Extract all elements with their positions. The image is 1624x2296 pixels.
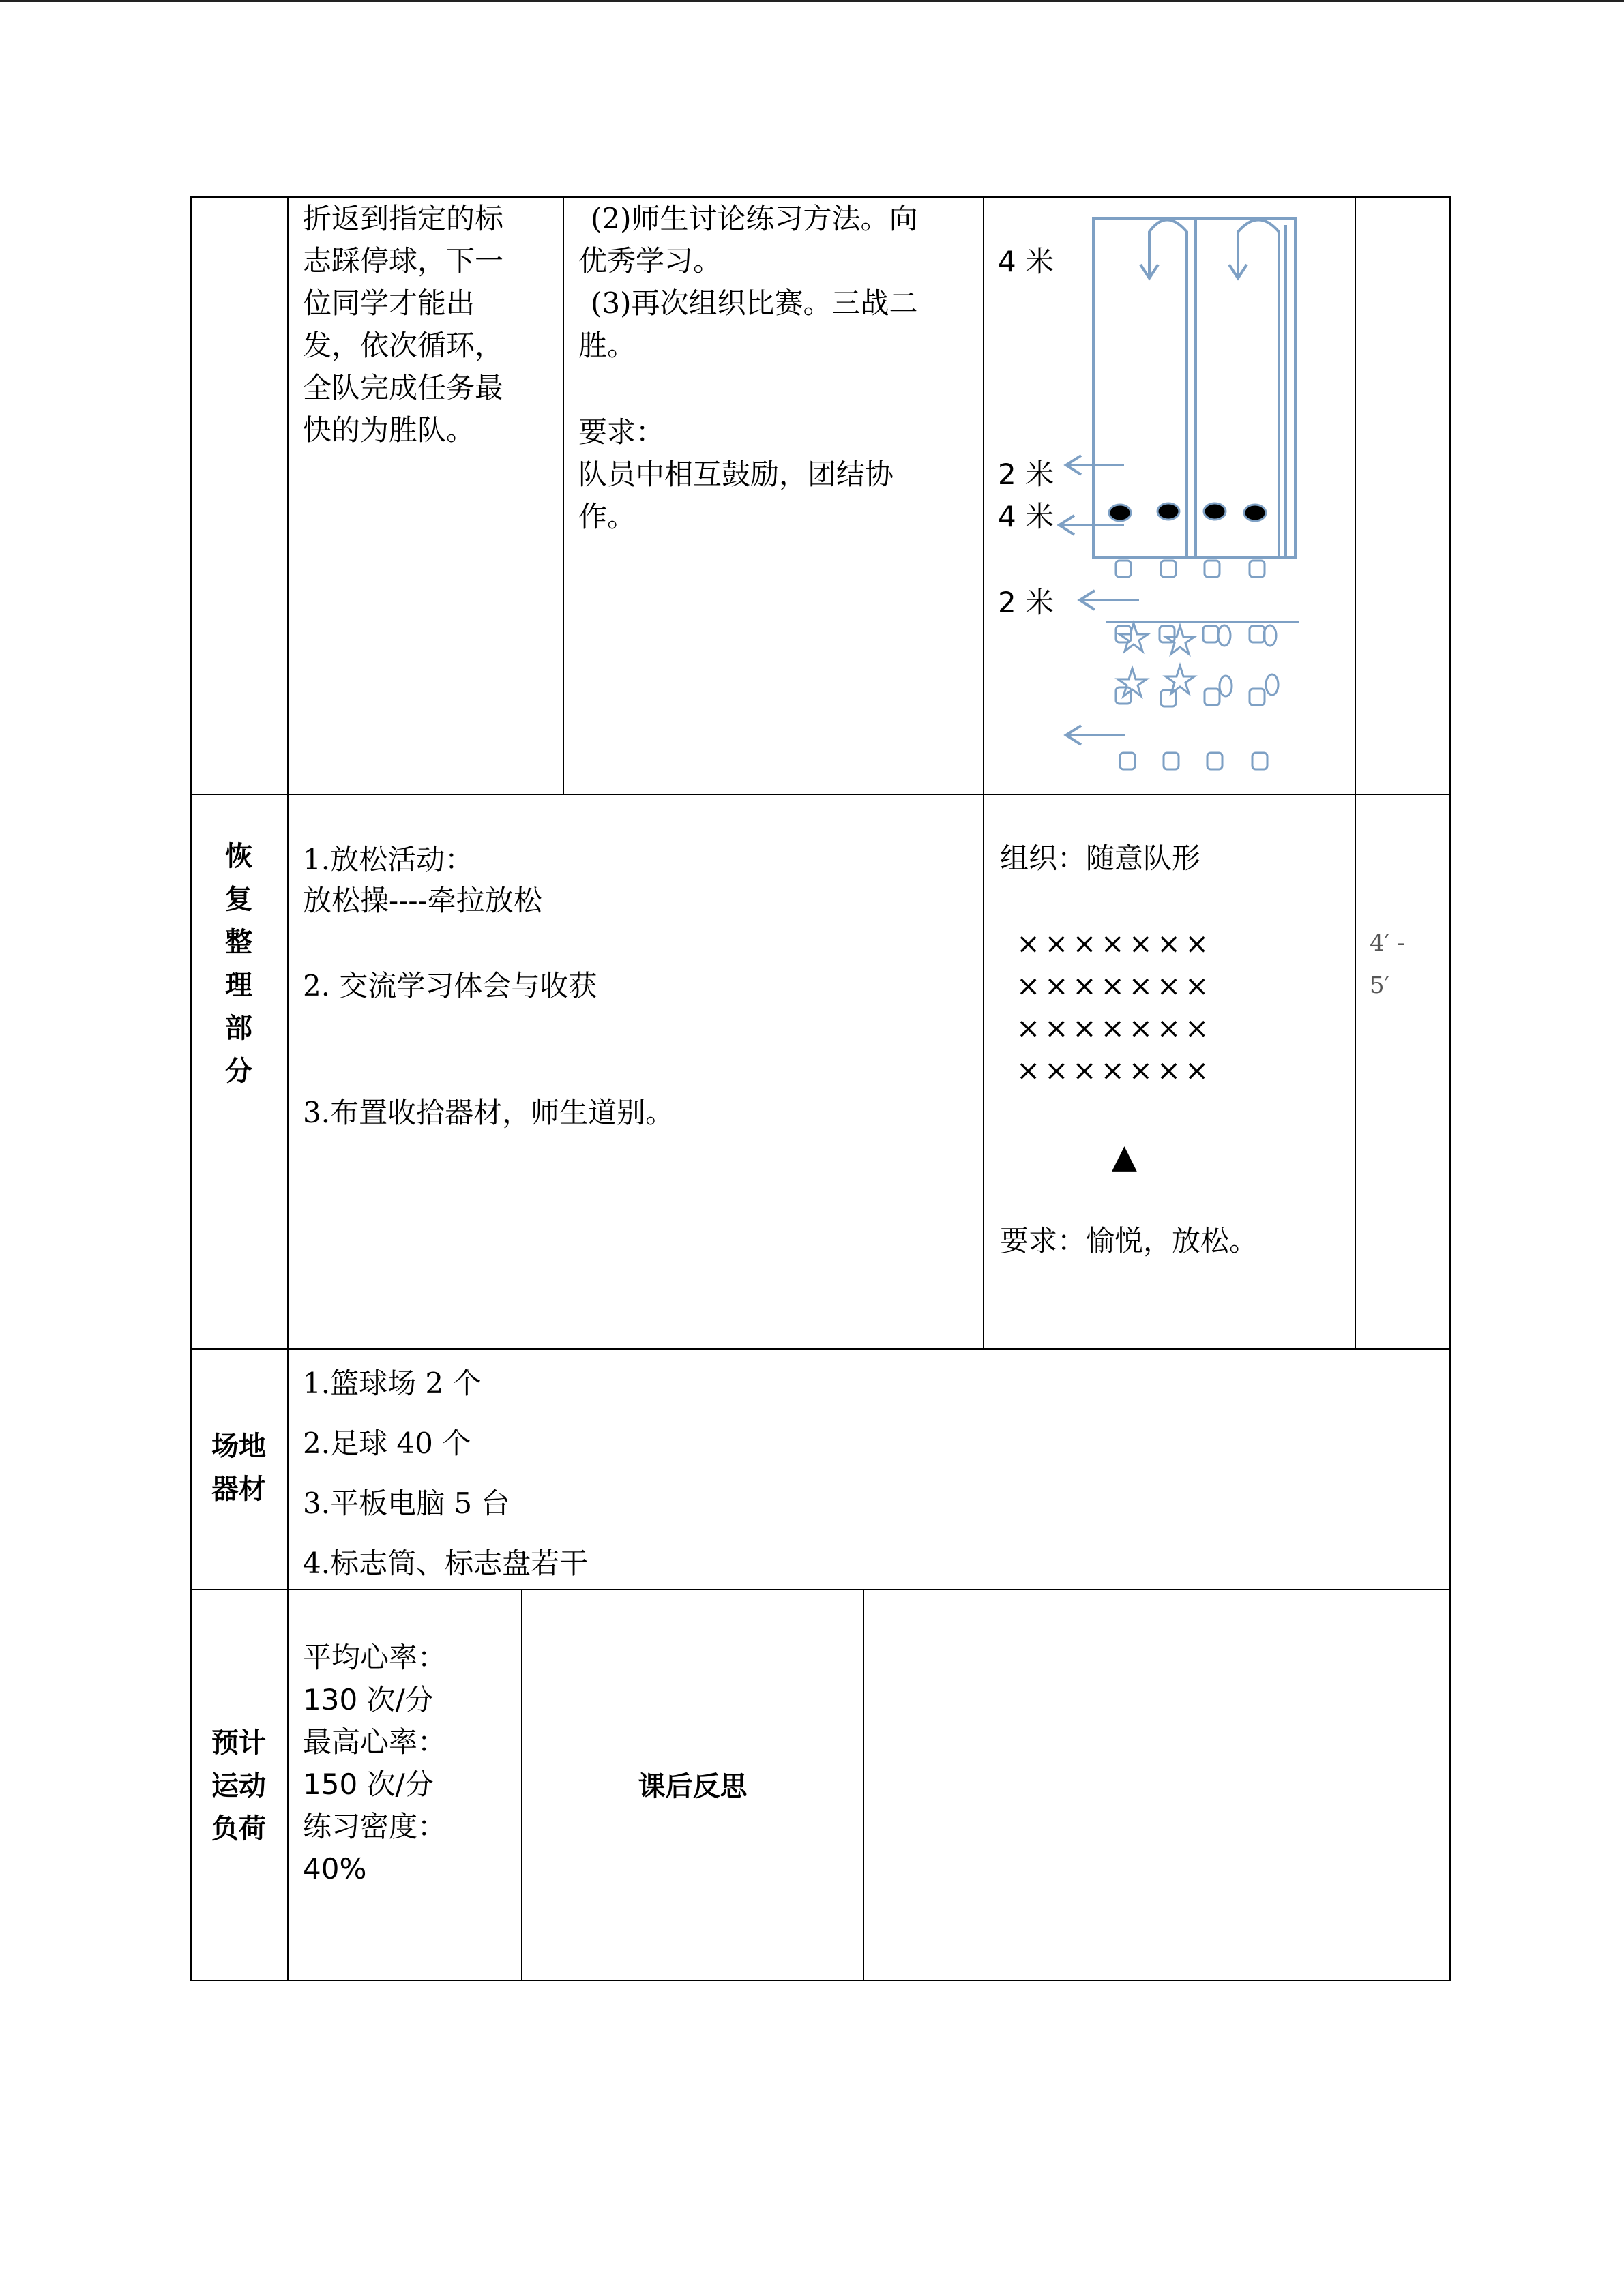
- ball-icon: [1204, 503, 1226, 520]
- metric-line: 最高心率：: [303, 1725, 447, 1759]
- content-line: 志踩停球，下一: [303, 244, 504, 278]
- section-line: 器材: [211, 1474, 266, 1505]
- ball-icon: [1109, 505, 1131, 521]
- metric-line: 40%: [303, 1852, 367, 1885]
- cone-icon: [1161, 561, 1176, 577]
- relax-activity-detail: 放松操----牵拉放松: [303, 884, 542, 917]
- equipment-item: 2.足球 40 个: [303, 1427, 471, 1460]
- ball-icon: [1157, 503, 1179, 520]
- equipment-item: 4.标志筒、标志盘若干: [303, 1547, 589, 1580]
- section-char: 分: [225, 1056, 252, 1087]
- requirement-line: 作。: [578, 500, 636, 533]
- teacher-triangle-icon: ▲: [1112, 1137, 1137, 1176]
- section-char: 整: [225, 927, 252, 958]
- requirement-label: 要求：: [578, 415, 665, 449]
- time-line: 5′: [1370, 972, 1390, 999]
- organization-text: 组织：随意队形: [1000, 841, 1201, 875]
- section-char: 部: [225, 1013, 252, 1044]
- metric-line: 150 次/分: [303, 1768, 434, 1801]
- student-oval-icon: [1218, 625, 1230, 646]
- method-line: (2)师生讨论练习方法。向: [591, 202, 918, 235]
- student-oval-icon: [1264, 625, 1276, 646]
- cone-icon: [1203, 626, 1218, 642]
- distance-label: 2 米: [998, 586, 1054, 619]
- requirement-line: 队员中相互鼓励，团结协: [578, 458, 894, 491]
- distance-label: 4 米: [998, 500, 1054, 533]
- section-line: 负荷: [211, 1813, 266, 1845]
- formation-row: ×××××××: [1016, 1011, 1213, 1045]
- method-line: (3)再次组织比赛。三战二: [591, 286, 918, 320]
- content-line: 发，依次循环，: [303, 329, 504, 362]
- section-line: 场地: [211, 1431, 266, 1462]
- cone-icon: [1164, 753, 1179, 769]
- section-char: 复: [225, 884, 252, 915]
- student-oval-icon: [1220, 676, 1232, 696]
- metric-line: 平均心率：: [303, 1641, 447, 1674]
- student-oval-icon: [1266, 674, 1278, 695]
- formation-row: ×××××××: [1016, 969, 1213, 1002]
- content-line: 位同学才能出: [303, 286, 475, 320]
- content-line: 快的为胜队。: [303, 413, 475, 447]
- cone-icon: [1250, 561, 1265, 577]
- equipment-item: 3.平板电脑 5 台: [303, 1487, 510, 1520]
- cone-icon: [1250, 626, 1265, 642]
- formation-row: ×××××××: [1016, 927, 1213, 960]
- relax-activity-title: 1.放松活动：: [303, 843, 474, 876]
- ball-icon: [1244, 505, 1266, 521]
- reflection-label: 课后反思: [638, 1771, 748, 1802]
- cone-icon: [1116, 561, 1131, 577]
- cone-icon: [1120, 753, 1135, 769]
- metric-line: 130 次/分: [303, 1683, 434, 1716]
- cone-icon: [1160, 626, 1175, 642]
- cone-icon: [1205, 689, 1220, 705]
- reflection-area[interactable]: [864, 1590, 1449, 1980]
- method-line: 优秀学习。: [578, 244, 722, 278]
- method-line: 胜。: [578, 329, 636, 362]
- content-line: 全队完成任务最: [303, 371, 504, 404]
- distance-label: 2 米: [998, 458, 1054, 491]
- metric-line: 练习密度：: [303, 1810, 447, 1843]
- recovery-requirement: 要求：愉悦，放松。: [1000, 1224, 1258, 1257]
- distance-label: 4 米: [998, 245, 1054, 278]
- section-char: 理: [225, 970, 252, 1001]
- exchange-item: 2. 交流学习体会与收获: [303, 969, 597, 1002]
- cone-icon: [1207, 753, 1222, 769]
- time-line: 4′ -: [1370, 929, 1405, 957]
- cone-icon: [1252, 753, 1267, 769]
- wrap-up-item: 3.布置收拾器材，师生道别。: [303, 1096, 675, 1129]
- formation-row: ×××××××: [1016, 1054, 1213, 1087]
- section-line: 运动: [211, 1770, 266, 1802]
- section-char: 恢: [225, 841, 252, 872]
- equipment-item: 1.篮球场 2 个: [303, 1367, 482, 1400]
- content-line: 折返到指定的标: [303, 202, 504, 235]
- section-line: 预计: [211, 1727, 266, 1759]
- cone-icon: [1250, 689, 1265, 705]
- cone-icon: [1205, 561, 1220, 577]
